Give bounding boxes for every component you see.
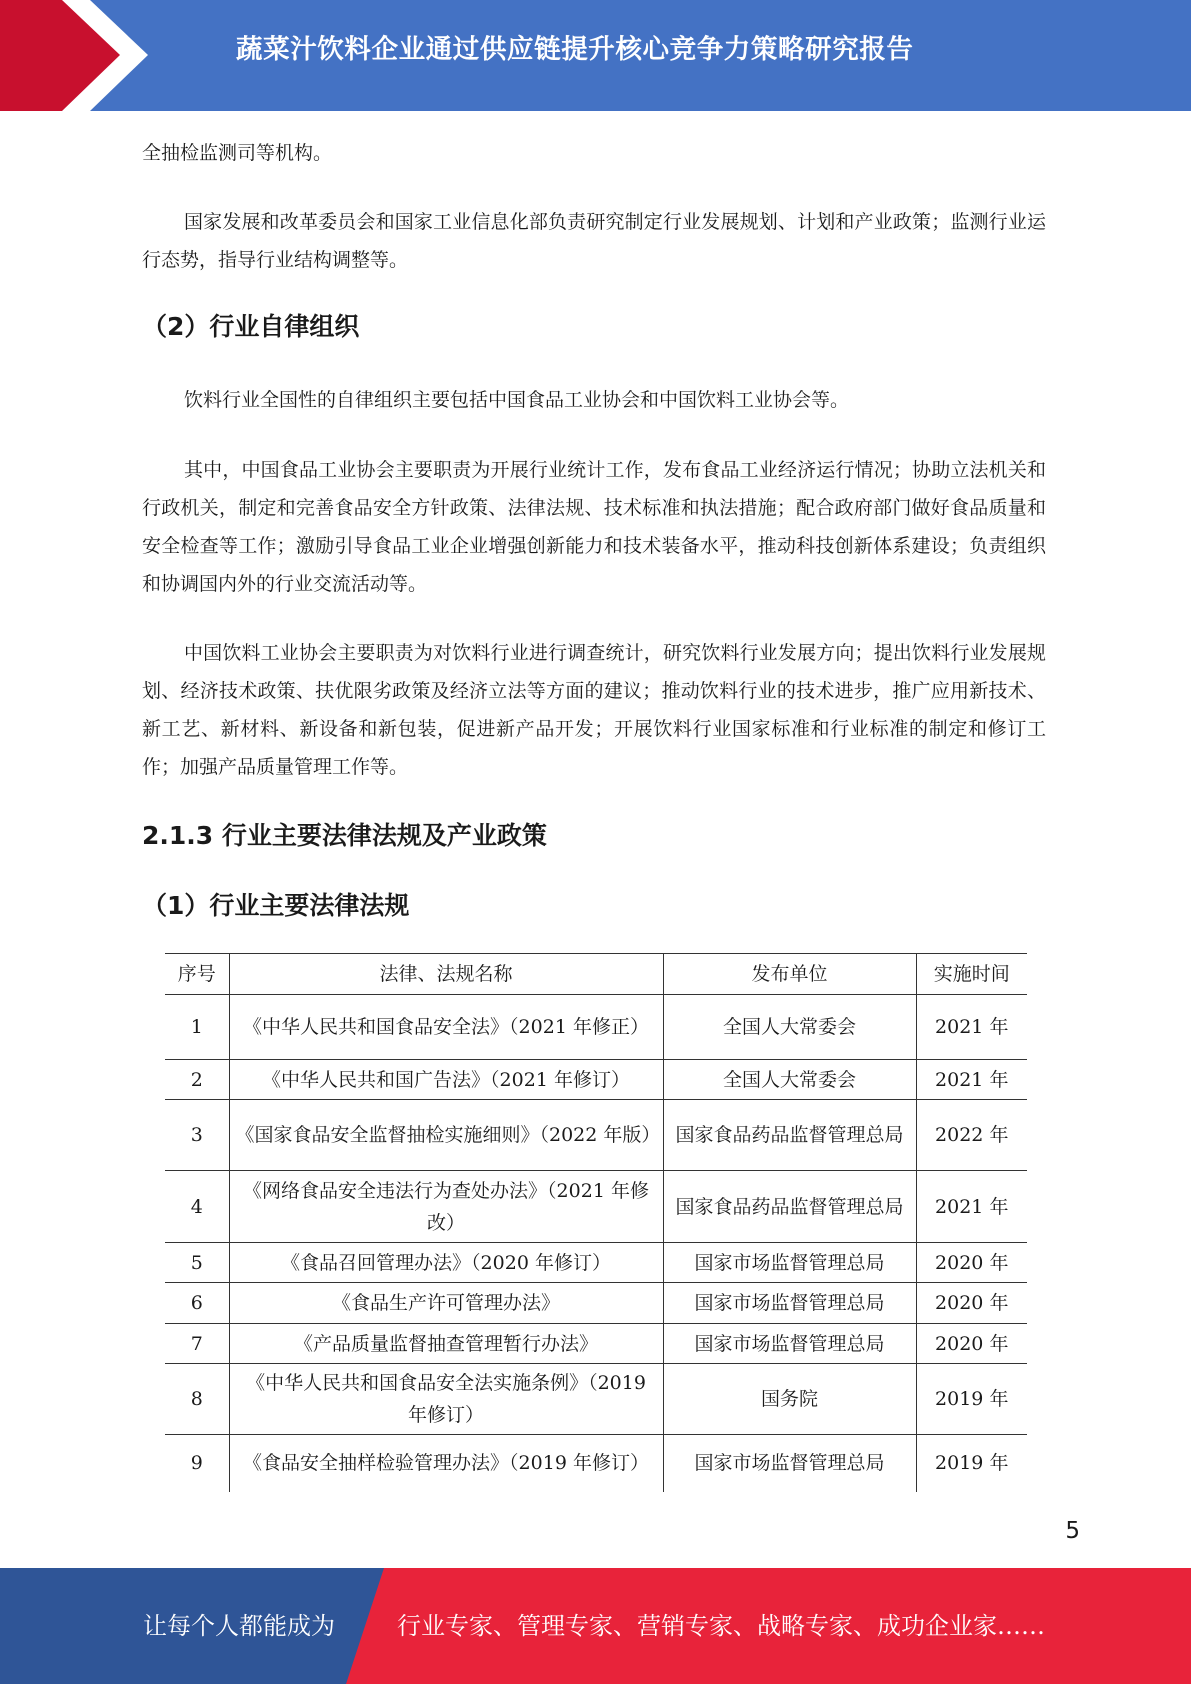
cell-issuer: 国务院 — [663, 1364, 916, 1435]
cell-law-name: 《产品质量监督抽查管理暂行办法》 — [229, 1324, 663, 1364]
footer-slogan-right: 行业专家、管理专家、营销专家、战略专家、成功企业家…… — [397, 1612, 1045, 1640]
cell-index: 8 — [165, 1364, 229, 1435]
table-row — [165, 1364, 1027, 1435]
table-row — [165, 1171, 1027, 1243]
header-effective-date: 实施时间 — [916, 954, 1027, 995]
cell-law-name: 《中华人民共和国食品安全法实施条例》（2019 年修订） — [229, 1364, 663, 1435]
cell-index: 6 — [165, 1283, 229, 1324]
table-row — [165, 1283, 1027, 1324]
cell-issuer: 全国人大常委会 — [663, 1060, 916, 1100]
page-number: 5 — [1065, 1518, 1080, 1544]
cell-issuer: 国家市场监督管理总局 — [663, 1435, 916, 1492]
header-index: 序号 — [165, 954, 229, 995]
cell-law-name: 《中华人民共和国食品安全法》（2021 年修正） — [229, 995, 663, 1060]
cell-date: 2019 年 — [916, 1364, 1027, 1435]
cell-date: 2021 年 — [916, 1060, 1027, 1100]
cell-index: 3 — [165, 1100, 229, 1171]
cell-index: 9 — [190, 1452, 203, 1475]
header-law-name: 法律、法规名称 — [229, 954, 663, 995]
table-row — [165, 1435, 1027, 1492]
paragraph-food-association: 其中，中国食品工业协会主要职责为开展行业统计工作，发布食品工业经济运行情况；协助立法机关和行政机关，制定和完善食品安全方针政策、法律法规、技术标准和执法措施；配合政府部门做好食品质量和安全检查等工作；激励引导食品工业企业增强创新能力和技术装备水平，推动科技创新体系建设；负责组织和协调国内外的行业交流活动等。 — [142, 459, 1046, 595]
cell-law-name: 《中华人民共和国广告法》（2021 年修订） — [229, 1060, 663, 1100]
cell-issuer: 国家市场监督管理总局 — [663, 1243, 916, 1283]
cell-issuer: 国家食品药品监督管理总局 — [663, 1171, 916, 1243]
paragraph-associations: 饮料行业全国性的自律组织主要包括中国食品工业协会和中国饮料工业协会等。 — [184, 389, 850, 411]
table-row — [165, 1243, 1027, 1283]
cell-date: 2022 年 — [916, 1100, 1027, 1171]
cell-date: 2020 年 — [916, 1283, 1027, 1324]
header-banner — [0, 0, 1191, 111]
cell-date: 2021 年 — [916, 1171, 1027, 1243]
cell-index: 2 — [165, 1060, 229, 1100]
cell-index: 7 — [165, 1324, 229, 1364]
cell-date: 2019 年 — [916, 1435, 1027, 1492]
cell-law-name: 《国家食品安全监督抽检实施细则》（2022 年版） — [229, 1100, 663, 1171]
report-title: 蔬菜汁饮料企业通过供应链提升核心竞争力策略研究报告 — [236, 34, 914, 65]
header-issuer: 发布单位 — [663, 954, 916, 995]
heading-laws: （1）行业主要法律法规 — [142, 891, 410, 920]
paragraph-beverage-association: 中国饮料工业协会主要职责为对饮料行业进行调查统计，研究饮料行业发展方向；提出饮料行业发展规划、经济技术政策、扶优限劣政策及经济立法等方面的建议；推动饮料行业的技术进步，推广应用新技术、新工艺、新材料、新设备和新包装，促进新产品开发；开展饮料行业国家标准和行业标准的制定和修订工作；加强产品质量管理工作等。 — [142, 642, 1046, 778]
table-row — [165, 1100, 1027, 1171]
cell-law-name: 《食品生产许可管理办法》 — [229, 1283, 663, 1324]
section-heading: 2.1.3 行业主要法律法规及产业政策 — [142, 821, 547, 850]
cell-index: 4 — [165, 1171, 229, 1243]
table-row — [165, 1060, 1027, 1100]
cell-law-name: 《食品召回管理办法》（2020 年修订） — [229, 1243, 663, 1283]
footer-banner — [0, 1568, 1191, 1684]
table-row — [165, 1324, 1027, 1364]
cell-date: 2021 年 — [916, 995, 1027, 1060]
cell-date: 2020 年 — [916, 1324, 1027, 1364]
footer-slogan-left: 让每个人都能成为 — [143, 1612, 335, 1640]
cell-issuer: 国家市场监督管理总局 — [663, 1283, 916, 1324]
cell-index: 1 — [165, 995, 229, 1060]
cell-law-name: 《网络食品安全违法行为查处办法》（2021 年修改） — [229, 1171, 663, 1243]
paragraph-continued: 全抽检监测司等机构。 — [142, 142, 333, 164]
cell-law-name: 《食品安全抽样检验管理办法》（2019 年修订） — [229, 1435, 663, 1492]
cell-issuer: 国家市场监督管理总局 — [663, 1324, 916, 1364]
laws-table — [165, 953, 1027, 1492]
cell-issuer: 国家食品药品监督管理总局 — [663, 1100, 916, 1171]
cell-date: 2020 年 — [916, 1243, 1027, 1283]
paragraph-ndrc: 国家发展和改革委员会和国家工业信息化部负责研究制定行业发展规划、计划和产业政策；监测行业运行态势，指导行业结构调整等。 — [142, 211, 1046, 271]
cell-index: 5 — [165, 1243, 229, 1283]
table-header-row — [165, 954, 1027, 995]
heading-self-regulation: （2）行业自律组织 — [142, 312, 360, 341]
table-row — [165, 995, 1027, 1060]
cell-issuer: 全国人大常委会 — [663, 995, 916, 1060]
